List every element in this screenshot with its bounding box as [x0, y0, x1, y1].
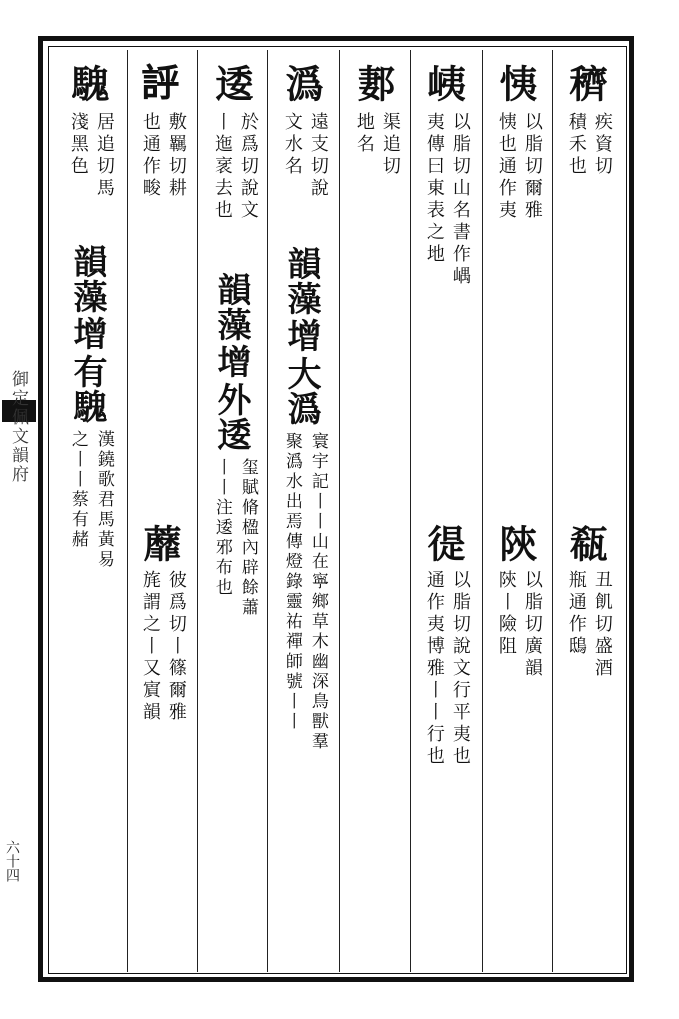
gloss: 玺賦脩楹內辟餘蕭 [237, 458, 258, 618]
gloss: 居追切馬 [93, 112, 115, 200]
gloss: 以脂切山名書作嵎 [449, 112, 471, 288]
headword: 峓 [421, 64, 466, 102]
gloss: 之丨丨蔡有赭 [67, 430, 88, 550]
gloss: 恞也通作夷 [495, 112, 517, 222]
gloss: 聚潙水出焉傳燈錄靈祐禪師號丨丨 [281, 432, 302, 732]
zeng-marker: 增 [67, 316, 107, 351]
headword: 瓻 [563, 524, 608, 562]
column-divider [552, 50, 553, 972]
gloss: 彼爲切丨篠爾雅 [165, 570, 187, 724]
page-number: 六十四 [4, 840, 20, 882]
gloss: 通作夷博雅丨丨行也 [423, 570, 445, 768]
gloss: 淺黑色 [67, 112, 89, 178]
column-divider [482, 50, 483, 972]
headword: 逶 [209, 64, 254, 102]
gloss: 渠追切 [379, 112, 401, 178]
gloss: 旄謂之丨又賔韻 [139, 570, 161, 724]
compound-word: 大潙 [281, 356, 321, 426]
gloss: 漢鐃歌君馬黃易 [93, 430, 114, 570]
headword: 蘼 [137, 524, 182, 562]
gloss: 丨迤衺去也 [211, 112, 233, 222]
gloss: 以脂切廣韻 [521, 570, 543, 680]
gloss: 陝丨險阻 [495, 570, 517, 658]
gloss: 地名 [353, 112, 375, 156]
gloss: 積禾也 [565, 112, 587, 178]
gloss: 以脂切說文行平夷也 [449, 570, 471, 768]
headword: 徥 [421, 524, 466, 562]
yunzao-heading: 韻藻 [211, 272, 251, 342]
gloss: 寰宇記丨丨山在寧鄉草木幽深鳥獸羣 [307, 432, 328, 752]
yunzao-heading: 韻藻 [67, 244, 107, 314]
gloss: 敷羈切耕 [165, 112, 187, 200]
headword: 潙 [279, 64, 324, 102]
book-title: 御定佩文韻府 [8, 370, 28, 484]
headword: 𧦝 [137, 64, 182, 102]
column-divider [197, 50, 198, 972]
gloss: 也通作畯 [139, 112, 161, 200]
column-divider [339, 50, 340, 972]
gloss: 遠支切說 [307, 112, 329, 200]
headword: 恞 [493, 64, 538, 102]
headword: 穧 [563, 64, 608, 102]
zeng-marker: 增 [211, 344, 251, 379]
column-divider [267, 50, 268, 972]
gloss: 以脂切爾雅 [521, 112, 543, 222]
gloss: 疾資切 [591, 112, 613, 178]
gloss: 夷傳曰東表之地 [423, 112, 445, 266]
column-divider [410, 50, 411, 972]
compound-word: 外逶 [211, 382, 251, 452]
gloss: 文水名 [281, 112, 303, 178]
gloss: 丨丨注逶邪布也 [211, 458, 232, 598]
headword: 騩 [65, 64, 110, 102]
compound-word: 有騩 [67, 354, 107, 424]
headword: 陝 [493, 524, 538, 562]
gloss: 於爲切說文 [237, 112, 259, 222]
headword: 郪 [351, 64, 396, 102]
gloss: 丑飢切盛酒 [591, 570, 613, 680]
yunzao-heading: 韻藻 [281, 246, 321, 316]
gloss: 瓶通作鴟 [565, 570, 587, 658]
zeng-marker: 增 [281, 318, 321, 353]
column-divider [127, 50, 128, 972]
